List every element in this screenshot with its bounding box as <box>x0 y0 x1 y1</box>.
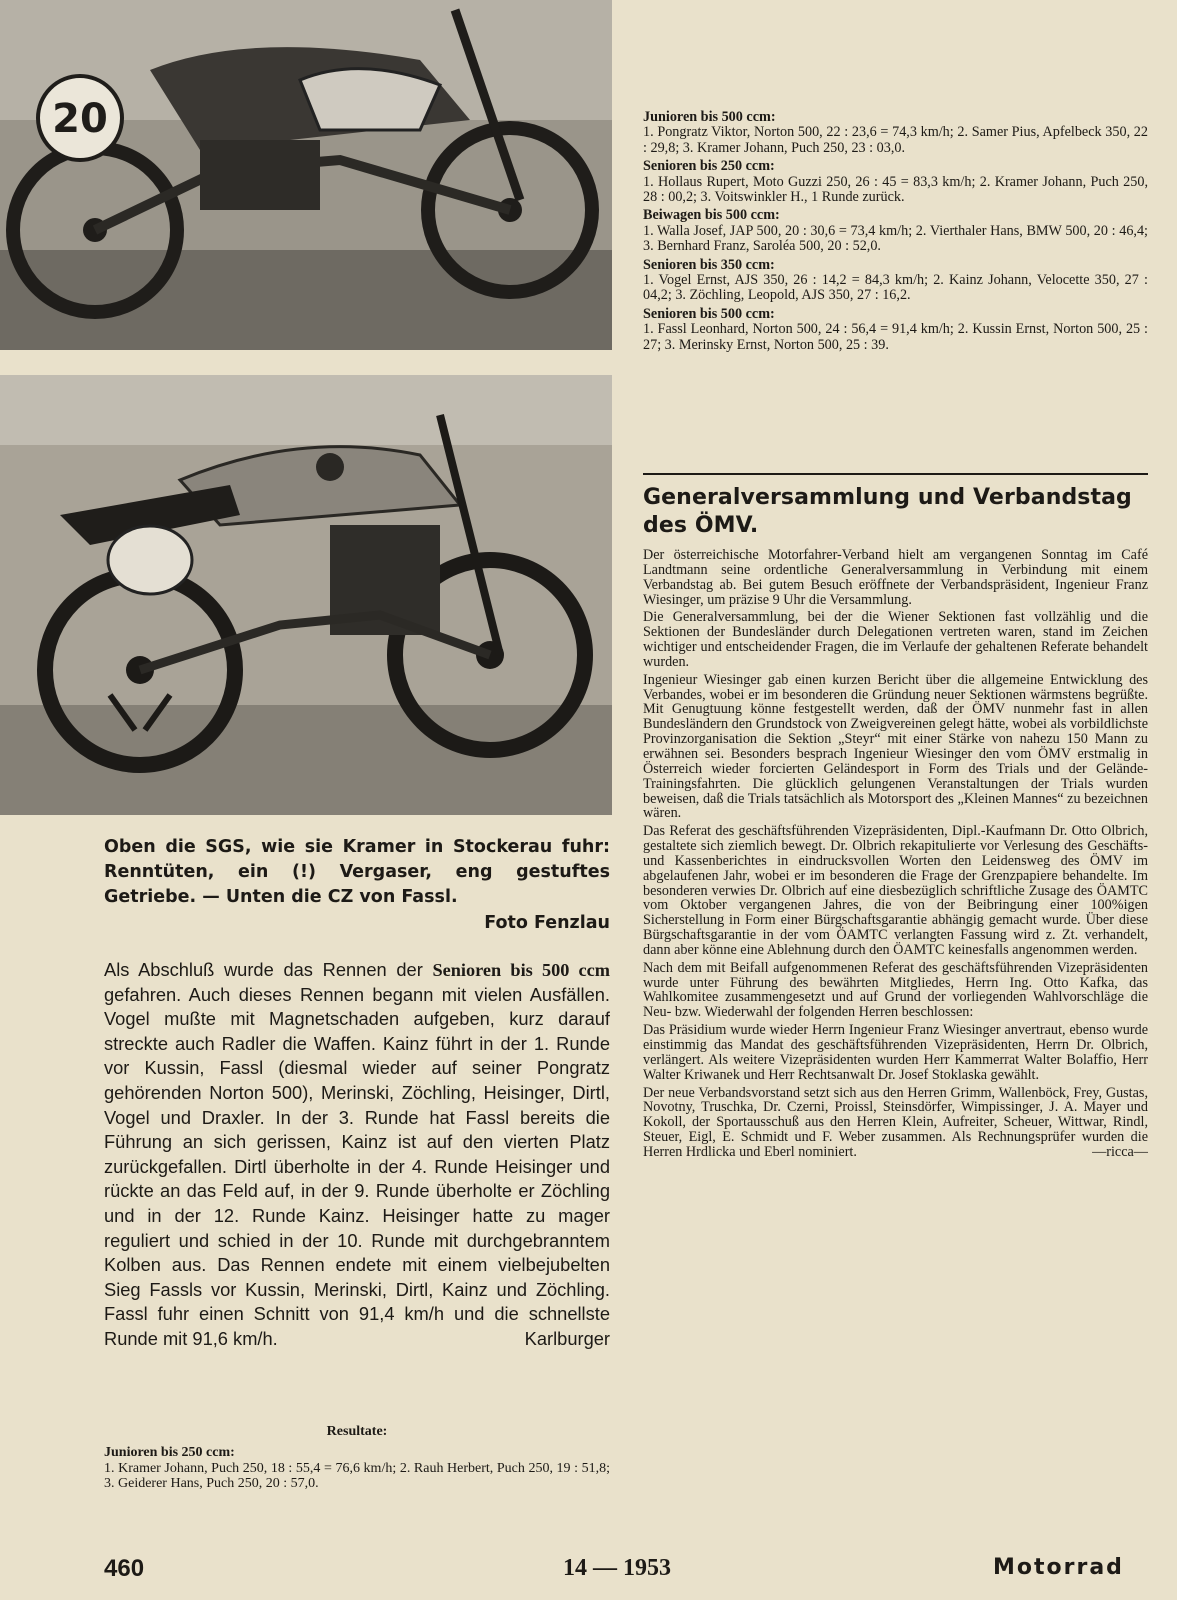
result-class-title: Junioren bis 250 ccm: <box>104 1445 235 1460</box>
result-class-title: Senioren bis 500 ccm: <box>643 305 775 322</box>
result-text: 1. Fassl Leonhard, Norton 500, 24 : 56,4 = 91,4 km/h; 2. Kussin Ernst, Norton 500, 25 : 27; 3. Merinsky Ernst, Norton 500, 25 : 39. <box>643 321 1148 353</box>
results-heading: Resultate: <box>326 1424 388 1439</box>
article-paragraph: Ingenieur Wiesinger gab einen kurzen Bericht über die allgemeine Entwicklung des Verbandes, wobei er im besonderen die Gründung neuer Sektionen wärmstens begrüßte. Mit Genugtuung könne festgestellt werden, daß der ÖMV nunmehr fast in allen Bundesländern den Grundstock von Zweigvereinen gelegt hätte, wobei als vorbildlichste Provinzorganisation die Sektion „Steyr“ mit einer Stärke von nahezu 150 Mann zu erwähnen sei. Besonders besprach Ingenieur Wiesinger den vom ÖMV erstmalig in Österreich wieder forcierten Geländesport in Form des Trials und der Gelände-Trainingsfahrten. Die glücklich gelungenen Veranstaltungen der Trials wurden beweisen, daß die Trials tatsächlich als Motorsport des „Kleinen Mannes“ zu bezeichnen wären. <box>643 671 1148 822</box>
result-text: 1. Hollaus Rupert, Moto Guzzi 250, 26 : 45 = 83,3 km/h; 2. Kramer Johann, Puch 250, 28 : 00,2; 3. Voitswinkler H., 1 Runde zurück. <box>643 173 1148 206</box>
issue-number: 14 — 1953 <box>563 1555 671 1581</box>
result-block <box>104 1445 610 1492</box>
race-report-author: Karlburger <box>524 1327 610 1349</box>
photo-caption <box>104 835 610 936</box>
race-report-intro: Als Abschluß wurde das Rennen der <box>104 959 433 980</box>
result-class-title: Senioren bis 250 ccm: <box>643 158 775 175</box>
result-text: 1. Kramer Johann, Puch 250, 18 : 55,4 = 76,6 km/h; 2. Rauh Herbert, Puch 250, 19 : 51,8; 3. Geiderer Hans, Puch 250, 20 : 57,0. <box>104 1460 610 1491</box>
section-divider <box>643 473 1148 475</box>
magazine-name: Motorrad <box>993 1555 1124 1580</box>
article-author: —ricca— <box>1092 1143 1148 1160</box>
article-paragraph: Nach dem mit Beifall aufgenommenen Referat des geschäftsführenden Vizepräsidenten wurde unter Führung des bewährten Mitgliedes, Herrn Ing. Otto Kafka, das Wahlkomitee zusammengesetzt und auf Grund der vorliegenden Wahlvorschläge die Neu- bzw. Wiederwahl der folgenden Herren beschlossen: <box>643 959 1148 1021</box>
number-plate-text: 20 <box>52 96 108 142</box>
article-headline: Generalversammlung und Verbandstag des ÖMV. <box>643 485 1132 538</box>
photo-cz-motorcycle <box>0 375 612 815</box>
results-left-column <box>104 1445 610 1495</box>
result-text: 1. Vogel Ernst, AJS 350, 26 : 14,2 = 84,3 km/h; 2. Kainz Johann, Velocette 350, 27 : 04,2; 3. Zöchling, Leopold, AJS 350, 27 : 16,2. <box>643 272 1148 304</box>
article-paragraph: Die Generalversammlung, bei der die Wiener Sektionen fast vollzählig und die Sektionen der Bundesländer durch Delegationen vertreten waren, stand im Zeichen wichtiger und entscheidender Fragen, die im Verlaufe der gehaltenen Referate behandelt wurden. <box>643 609 1148 670</box>
page-number: 460 <box>104 1555 145 1582</box>
article-paragraph-last <box>643 1086 1148 1160</box>
article-paragraph: Der österreichische Motorfahrer-Verband hielt am vergangenen Sonntag im Café Landtmann seine ordentliche Generalversammlung in Verbindung mit einem Verbandstag ab. Bei gutem Besuch eröffnete der Verbandspräsident, Ingenieur Franz Wiesinger, um präzise 9 Uhr die Versammlung. <box>643 547 1148 608</box>
article-paragraph-text: Der neue Verbandsvorstand setzt sich aus den Herren Grimm, Wallenböck, Frey, Gustas, Novotny, Truschka, Dr. Czerni, Proissl, Steinsdörfer, Wimpissinger, J. A. Mayer und Kokoll, der Sportausschuß aus den Herren Klein, Aufreiter, Scheuer, Wittwar, Rindl, Steuer, Eigl, E. Schmidt und F. Weber zusammen. Als Rechnungsprüfer wurden die Herren Hrdlicka und Eberl nominiert. <box>643 1084 1148 1160</box>
cz-motorcycle-illustration <box>0 375 612 815</box>
result-block <box>643 307 1148 353</box>
article-paragraph: Das Referat des geschäftsführenden Vizepräsidenten, Dipl.-Kaufmann Dr. Otto Olbrich, gestaltete sich ziemlich bewegt. Dr. Olbrich rekapitulierte vor Verlesung des Geschäfts- und Kassenberichtes in eindrucksvollen Worten den Leidensweg des ÖMV im abgelaufenen Jahr, wobei er im besonderen die Frage der Grenzpapiere behandelte. Im besonderen verwies Dr. Olbrich auf eine diesbezüglich schriftliche Zusage des ÖAMTC vom Oktober vergangenen Jahres, die von der Beibringung einer 100%igen Sicherstellung in Form einer Bürgschaftsgarantie abhängig gemacht wurde. Über diese Bürgschaftsgarantie in der vom ÖAMTC verlangten Fassung wird z. Zt. verhandelt, dann aber könne eine Ablehnung durch den ÖAMTC keinesfalls angenommen werden. <box>643 823 1148 958</box>
photo-sgs-motorcycle <box>0 0 612 350</box>
result-class-title: Junioren bis 500 ccm: <box>643 109 776 125</box>
result-block <box>643 258 1148 304</box>
result-block <box>643 110 1148 156</box>
association-article <box>643 548 1148 1163</box>
result-class-title: Beiwagen bis 500 ccm: <box>643 207 780 224</box>
result-class-title: Senioren bis 350 ccm: <box>643 256 775 273</box>
result-block <box>643 159 1148 205</box>
race-report-class: Senioren bis 500 ccm <box>432 960 611 980</box>
caption-text: Oben die SGS, wie sie Kramer in Stockerau fuhr: Renntüten, ein (!) Vergaser, eng gestuftes Getriebe. — Unten die CZ von Fassl. <box>104 837 610 907</box>
result-text: 1. Pongratz Viktor, Norton 500, 22 : 23,6 = 74,3 km/h; 2. Samer Pius, Apfelbeck 350, 22 : 29,8; 3. Kramer Johann, Puch 250, 23 : 03,0. <box>643 124 1148 156</box>
result-text: 1. Walla Josef, JAP 500, 20 : 30,6 = 73,4 km/h; 2. Vierthaler Hans, BMW 500, 20 : 46,4; 3. Bernhard Franz, Saroléa 500, 20 : 52,0. <box>643 222 1148 255</box>
article-paragraph: Das Präsidium wurde wieder Herrn Ingenieur Franz Wiesinger anvertraut, ebenso wurde einstimmig das Mandat des geschäftsführenden Vizepräsidenten, Herrn Dr. Olbrich, verlängert. Als weitere Vizepräsidenten wurden Herr Kammerrat Walter Bolaffio, Herr Walter Kriwanek und Herr Rechtsanwalt Dr. Josef Stoklaska gewählt. <box>643 1022 1148 1083</box>
photo-credit: Foto Fenzlau <box>484 913 610 933</box>
race-report-body: gefahren. Auch dieses Rennen begann mit vielen Ausfällen. Vogel mußte mit Magnetschaden aufgeben, kurz darauf streckte auch Radler die Waffen. Kainz führt in der 1. Runde vor Kussin, Fassl (diesmal wieder auf seiner Pongratz gehörenden Norton 500), Merinski, Zöchling, Heisinger, Dirtl, Vogel und Draxler. In der 3. Runde hat Fassl bereits die Führung an sich gerissen, Kainz ist auf den vierten Platz zurückgefallen. Dirtl überholte in der 4. Runde Heisinger und rückte an das Feld auf, in der 9. Runde überholte er Zöchling und in der 12. Runde Kainz. Heisinger hatte zu mager reguliert und schied in der 10. Runde mit durchgebranntem Kolben aus. Das Rennen endete mit einem vielbejubelten Sieg Fassls vor Kussin, Merinski, Dirtl, Kainz und Zöchling. Fassl fuhr einen Schnitt von 91,4 km/h und die schnellste Runde mit 91,6 km/h. <box>104 983 610 1349</box>
result-block <box>643 208 1148 254</box>
results-right-column <box>643 110 1148 356</box>
race-report <box>104 958 610 1352</box>
sgs-motorcycle-illustration <box>0 0 612 350</box>
